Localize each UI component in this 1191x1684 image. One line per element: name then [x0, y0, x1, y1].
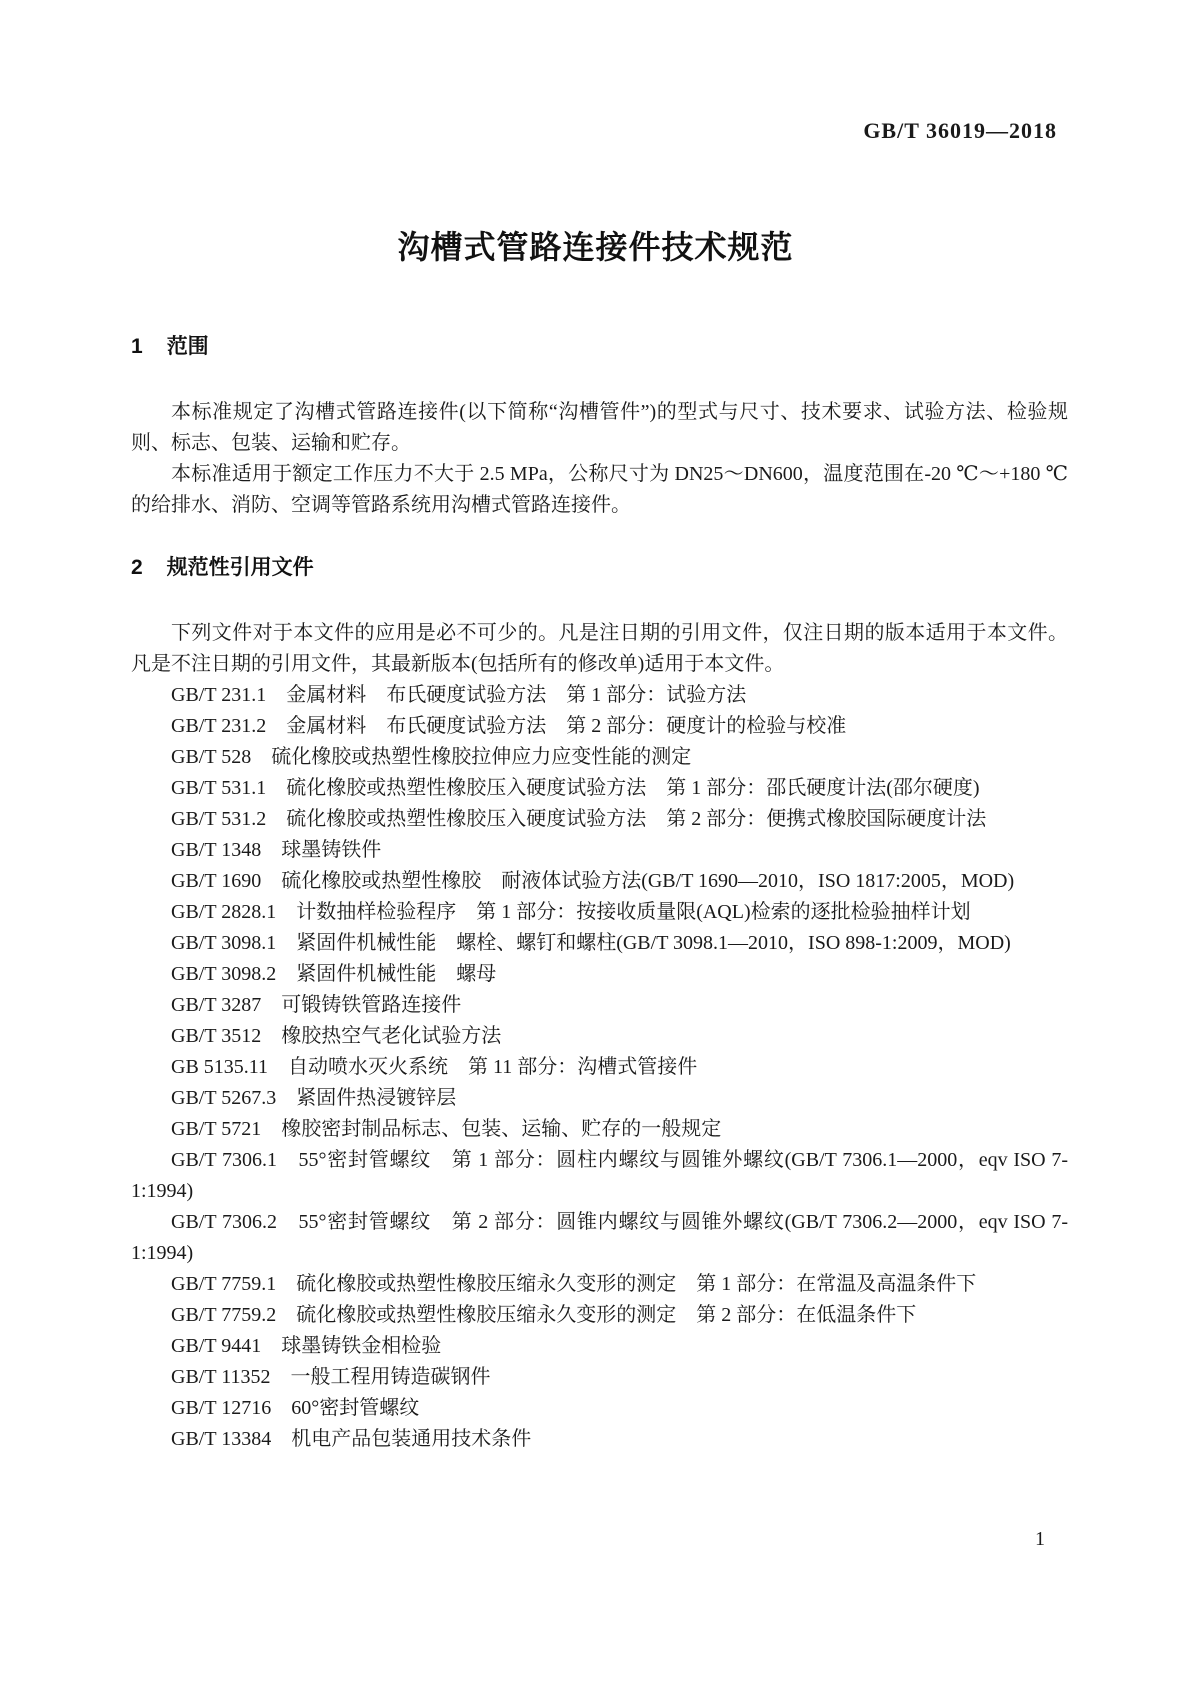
reference-item: GB 5135.11 自动喷水灭火系统 第 11 部分：沟槽式管接件 — [171, 1056, 698, 1078]
reference-item: GB/T 7306.2 55°密封管螺纹 第 2 部分：圆锥内螺纹与圆锥外螺纹(GB/T 7306.2—2000，eqv ISO 7-1:1994) — [131, 1211, 1068, 1264]
reference-item: GB/T 531.1 硫化橡胶或热塑性橡胶压入硬度试验方法 第 1 部分：邵氏硬度计法(邵尔硬度) — [171, 777, 980, 799]
document-body — [131, 331, 1068, 1455]
reference-item: GB/T 3098.1 紧固件机械性能 螺栓、螺钉和螺柱(GB/T 3098.1—2010，ISO 898-1:2009，MOD) — [171, 932, 1011, 954]
standard-code: GB/T 36019—2018 — [863, 118, 1057, 143]
reference-item: GB/T 7306.1 55°密封管螺纹 第 1 部分：圆柱内螺纹与圆锥外螺纹(GB/T 7306.1—2000，eqv ISO 7-1:1994) — [131, 1149, 1068, 1202]
reference-item: GB/T 3512 橡胶热空气老化试验方法 — [171, 1025, 502, 1047]
section-number: 2 — [131, 556, 143, 579]
reference-item: GB/T 3287 可锻铸铁管路连接件 — [171, 994, 462, 1016]
reference-item: GB/T 2828.1 计数抽样检验程序 第 1 部分：按接收质量限(AQL)检索的逐批检验抽样计划 — [171, 901, 971, 923]
section-2-heading — [131, 552, 1068, 583]
reference-item: GB/T 1348 球墨铸铁件 — [171, 839, 382, 861]
section-number: 1 — [131, 335, 143, 358]
section-title: 规范性引用文件 — [166, 556, 314, 579]
reference-item: GB/T 528 硫化橡胶或热塑性橡胶拉伸应力应变性能的测定 — [171, 746, 692, 768]
section-title: 范围 — [166, 335, 209, 358]
reference-item: GB/T 5267.3 紧固件热浸镀锌层 — [171, 1087, 457, 1109]
reference-item: GB/T 231.2 金属材料 布氏硬度试验方法 第 2 部分：硬度计的检验与校准 — [171, 715, 847, 737]
section-1-heading — [131, 331, 1068, 362]
reference-item: GB/T 231.1 金属材料 布氏硬度试验方法 第 1 部分：试验方法 — [171, 684, 747, 706]
reference-item: GB/T 9441 球墨铸铁金相检验 — [171, 1335, 442, 1357]
reference-item: GB/T 5721 橡胶密封制品标志、包装、运输、贮存的一般规定 — [171, 1118, 722, 1140]
reference-item: GB/T 13384 机电产品包装通用技术条件 — [171, 1428, 532, 1450]
paragraph: 下列文件对于本文件的应用是必不可少的。凡是注日期的引用文件，仅注日期的版本适用于本文件。凡是不注日期的引用文件，其最新版本(包括所有的修改单)适用于本文件。 — [131, 622, 1068, 675]
reference-item: GB/T 7759.2 硫化橡胶或热塑性橡胶压缩永久变形的测定 第 2 部分：在低温条件下 — [171, 1304, 917, 1326]
reference-item: GB/T 1690 硫化橡胶或热塑性橡胶 耐液体试验方法(GB/T 1690—2010，ISO 1817:2005，MOD) — [171, 870, 1015, 892]
paragraph: 本标准适用于额定工作压力不大于 2.5 MPa，公称尺寸为 DN25～DN600，温度范围在-20 ℃～+180 ℃ 的给排水、消防、空调等管路系统用沟槽式管路连接件。 — [131, 463, 1068, 516]
reference-item: GB/T 11352 一般工程用铸造碳钢件 — [171, 1366, 491, 1388]
reference-item: GB/T 7759.1 硫化橡胶或热塑性橡胶压缩永久变形的测定 第 1 部分：在常温及高温条件下 — [171, 1273, 977, 1295]
reference-item: GB/T 531.2 硫化橡胶或热塑性橡胶压入硬度试验方法 第 2 部分：便携式橡胶国际硬度计法 — [171, 808, 987, 830]
reference-item: GB/T 12716 60°密封管螺纹 — [171, 1397, 420, 1419]
reference-item: GB/T 3098.2 紧固件机械性能 螺母 — [171, 963, 497, 985]
page-number: 1 — [1035, 1528, 1045, 1550]
document-title: 沟槽式管路连接件技术规范 — [397, 229, 794, 265]
paragraph: 本标准规定了沟槽式管路连接件(以下简称“沟槽管件”)的型式与尺寸、技术要求、试验方法、检验规则、标志、包装、运输和贮存。 — [131, 401, 1068, 454]
